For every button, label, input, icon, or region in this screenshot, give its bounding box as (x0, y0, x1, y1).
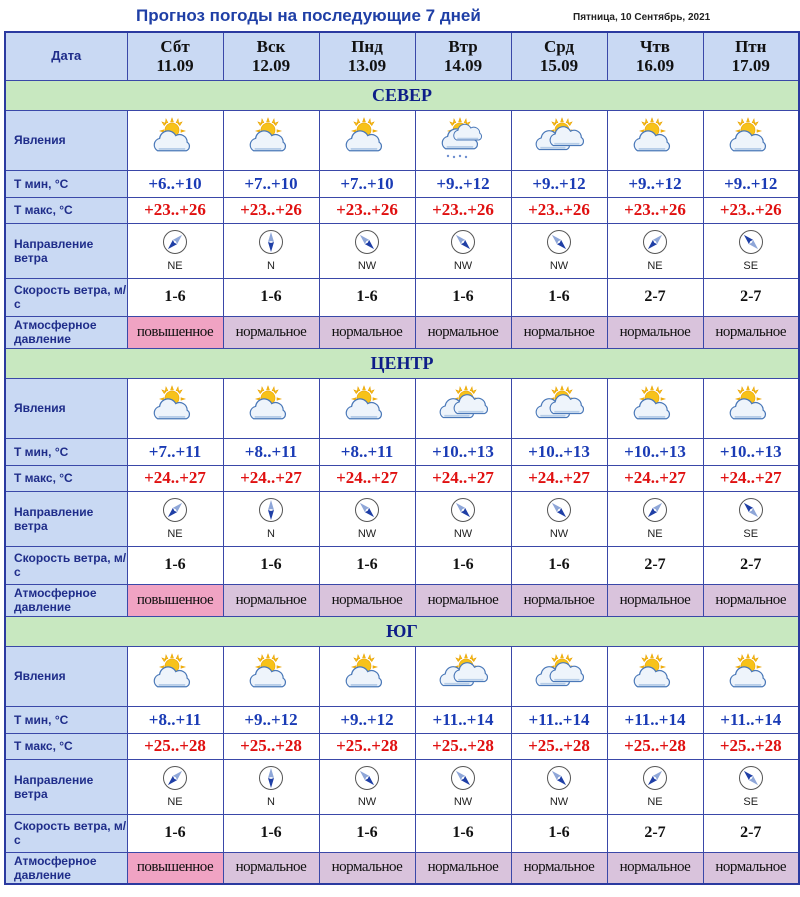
pressure-value: нормальное (415, 584, 511, 616)
day-of-week: Сбт (160, 37, 190, 57)
compass-arrow-icon (354, 497, 380, 528)
wind-direction-cell (127, 223, 223, 278)
wind-direction-cell (511, 759, 607, 814)
day-date: 13.09 (347, 56, 387, 76)
day-of-week: Птн (735, 37, 767, 57)
pressure-value: нормальное (511, 852, 607, 884)
days-header-row (5, 32, 799, 80)
tmax-value: +24..+27 (511, 465, 607, 491)
tmax-value: +23..+26 (511, 197, 607, 223)
compass-arrow-icon (738, 765, 764, 796)
tmin-value: +11..+14 (511, 706, 607, 733)
tmax-value: +24..+27 (607, 465, 703, 491)
day-of-week: Втр (448, 37, 478, 57)
region-header-row (5, 616, 799, 646)
wind-direction-cell (607, 759, 703, 814)
tmax-value: +25..+28 (415, 733, 511, 759)
pressure-value: нормальное (415, 852, 511, 884)
wind-speed-value: 2-7 (703, 546, 799, 584)
wind-speed-value: 1-6 (319, 814, 415, 852)
wind-direction-cell (607, 223, 703, 278)
region-name: СЕВЕР (5, 80, 799, 110)
compass-arrow-icon (450, 497, 476, 528)
compass-arrow-icon (642, 497, 668, 528)
wind-direction-cell (415, 223, 511, 278)
tmin-value: +7..+10 (223, 170, 319, 197)
tmax-value: +23..+26 (703, 197, 799, 223)
wind-speed-value: 1-6 (127, 278, 223, 316)
wind-speed-value: 2-7 (607, 278, 703, 316)
cloudy-icon (511, 378, 607, 438)
wind-speed-value: 1-6 (223, 814, 319, 852)
row-label-phenomena: Явления (5, 646, 127, 706)
tmin-value: +9..+12 (223, 706, 319, 733)
wind-speed-value: 1-6 (127, 546, 223, 584)
pressure-value: нормальное (703, 584, 799, 616)
row-label-wind-direction: Направление ветра (5, 223, 127, 278)
tmin-value: +7..+10 (319, 170, 415, 197)
wind-direction-label: NW (357, 796, 377, 808)
day-date: 12.09 (251, 56, 291, 76)
compass-arrow-icon (354, 765, 380, 796)
row-label-wind-speed: Скорость ветра, м/с (5, 278, 127, 316)
wind-direction-cell (319, 491, 415, 546)
pressure-value: нормальное (319, 584, 415, 616)
date-column-header: Дата (5, 32, 127, 80)
wind-speed-value: 1-6 (415, 546, 511, 584)
day-date: 17.09 (731, 56, 770, 76)
wind-direction-cell (127, 491, 223, 546)
tmin-value: +10..+13 (703, 438, 799, 465)
tmin-value: +11..+14 (415, 706, 511, 733)
cloudy-icon (415, 646, 511, 706)
day-header (127, 32, 223, 80)
compass-arrow-icon (354, 229, 380, 260)
pressure-value: нормальное (607, 316, 703, 348)
wind-direction-label: NW (549, 260, 569, 272)
row-label-tmin: Т мин, °С (5, 706, 127, 733)
compass-arrow-icon (642, 765, 668, 796)
tmin-value: +10..+13 (415, 438, 511, 465)
wind-direction-row (5, 491, 799, 546)
tmin-value: +9..+12 (607, 170, 703, 197)
phenomena-row (5, 646, 799, 706)
compass-arrow-icon (258, 229, 284, 260)
wind-direction-label: NE (647, 260, 663, 272)
tmax-value: +24..+27 (223, 465, 319, 491)
wind-direction-row (5, 759, 799, 814)
day-of-week: Срд (543, 37, 575, 57)
compass-arrow-icon (258, 765, 284, 796)
partly-cloudy-icon (319, 378, 415, 438)
partly-cloudy-icon (223, 110, 319, 170)
pressure-value: нормальное (415, 316, 511, 348)
cloudy-icon (511, 646, 607, 706)
pressure-value: повышенное (127, 852, 223, 884)
tmin-value: +8..+11 (223, 438, 319, 465)
tmax-row (5, 733, 799, 759)
pressure-value: нормальное (511, 316, 607, 348)
compass-arrow-icon (546, 765, 572, 796)
wind-direction-label: SE (743, 796, 759, 808)
forecast-table (4, 31, 800, 885)
wind-speed-value: 1-6 (127, 814, 223, 852)
tmax-value: +23..+26 (415, 197, 511, 223)
day-of-week: Чтв (639, 37, 670, 57)
cloudy-icon (415, 378, 511, 438)
row-label-pressure: Атмосферное давление (5, 316, 127, 348)
day-date: 14.09 (443, 56, 483, 76)
compass-arrow-icon (162, 229, 188, 260)
row-label-wind-direction: Направление ветра (5, 759, 127, 814)
partly-cloudy-icon (703, 646, 799, 706)
wind-direction-cell (223, 223, 319, 278)
wind-speed-value: 1-6 (223, 546, 319, 584)
row-label-wind-speed: Скорость ветра, м/с (5, 546, 127, 584)
tmax-value: +25..+28 (703, 733, 799, 759)
current-date: Пятница, 10 Сентябрь, 2021 (573, 12, 711, 23)
wind-direction-cell (319, 223, 415, 278)
compass-arrow-icon (258, 497, 284, 528)
wind-direction-cell (703, 223, 799, 278)
partly-cloudy-icon (223, 646, 319, 706)
row-label-tmax: Т макс, °С (5, 733, 127, 759)
region-name: ЮГ (5, 616, 799, 646)
compass-arrow-icon (162, 497, 188, 528)
tmax-value: +23..+26 (223, 197, 319, 223)
partly-cloudy-icon (319, 646, 415, 706)
pressure-value: нормальное (223, 316, 319, 348)
row-label-tmin: Т мин, °С (5, 438, 127, 465)
wind-direction-row (5, 223, 799, 278)
tmax-value: +24..+27 (703, 465, 799, 491)
compass-arrow-icon (450, 229, 476, 260)
partly-cloudy-icon (607, 646, 703, 706)
partly-cloudy-icon (223, 378, 319, 438)
wind-speed-value: 2-7 (607, 814, 703, 852)
wind-direction-cell (607, 491, 703, 546)
pressure-value: нормальное (703, 316, 799, 348)
page-header (0, 0, 800, 30)
wind-speed-value: 1-6 (511, 546, 607, 584)
tmax-value: +25..+28 (511, 733, 607, 759)
wind-direction-label: N (267, 796, 275, 808)
wind-direction-label: NW (549, 528, 569, 540)
tmax-value: +23..+26 (127, 197, 223, 223)
tmax-value: +24..+27 (415, 465, 511, 491)
wind-direction-label: NW (357, 260, 377, 272)
tmax-value: +24..+27 (319, 465, 415, 491)
pressure-row (5, 316, 799, 348)
compass-arrow-icon (546, 229, 572, 260)
wind-direction-label: N (267, 528, 275, 540)
wind-direction-cell (415, 491, 511, 546)
row-label-pressure: Атмосферное давление (5, 852, 127, 884)
wind-speed-value: 1-6 (223, 278, 319, 316)
tmin-value: +10..+13 (511, 438, 607, 465)
wind-speed-value: 2-7 (703, 814, 799, 852)
tmin-value: +9..+12 (511, 170, 607, 197)
compass-arrow-icon (162, 765, 188, 796)
page-title: Прогноз погоды на последующие 7 дней (136, 6, 481, 25)
partly-cloudy-icon (127, 646, 223, 706)
tmax-row (5, 465, 799, 491)
pressure-value: повышенное (127, 584, 223, 616)
wind-speed-row (5, 546, 799, 584)
wind-direction-cell (415, 759, 511, 814)
wind-direction-label: NE (167, 528, 183, 540)
compass-arrow-icon (546, 497, 572, 528)
wind-direction-cell (127, 759, 223, 814)
partly-cloudy-icon (703, 110, 799, 170)
phenomena-row (5, 110, 799, 170)
day-header (415, 32, 511, 80)
tmin-value: +11..+14 (703, 706, 799, 733)
region-name: ЦЕНТР (5, 348, 799, 378)
wind-speed-value: 1-6 (511, 278, 607, 316)
wind-speed-value: 2-7 (703, 278, 799, 316)
pressure-value: нормальное (703, 852, 799, 884)
cloudy-light-rain-icon (415, 110, 511, 170)
row-label-phenomena: Явления (5, 378, 127, 438)
partly-cloudy-icon (127, 378, 223, 438)
pressure-row (5, 584, 799, 616)
wind-direction-label: NW (549, 796, 569, 808)
row-label-pressure: Атмосферное давление (5, 584, 127, 616)
wind-speed-row (5, 814, 799, 852)
pressure-value: нормальное (319, 852, 415, 884)
wind-direction-label: SE (743, 260, 759, 272)
tmax-value: +25..+28 (127, 733, 223, 759)
pressure-value: повышенное (127, 316, 223, 348)
day-header (703, 32, 799, 80)
wind-speed-value: 1-6 (319, 278, 415, 316)
tmin-value: +10..+13 (607, 438, 703, 465)
wind-speed-value: 2-7 (607, 546, 703, 584)
tmin-value: +11..+14 (607, 706, 703, 733)
wind-direction-cell (703, 759, 799, 814)
pressure-value: нормальное (511, 584, 607, 616)
tmin-value: +6..+10 (127, 170, 223, 197)
day-header (511, 32, 607, 80)
wind-direction-cell (223, 491, 319, 546)
wind-direction-label: NW (357, 528, 377, 540)
wind-direction-cell (511, 223, 607, 278)
pressure-value: нормальное (319, 316, 415, 348)
tmin-row (5, 438, 799, 465)
cloudy-icon (511, 110, 607, 170)
pressure-value: нормальное (223, 852, 319, 884)
wind-direction-label: N (267, 260, 275, 272)
pressure-value: нормальное (607, 584, 703, 616)
wind-speed-value: 1-6 (319, 546, 415, 584)
day-of-week: Вск (256, 37, 286, 57)
tmin-value: +9..+12 (415, 170, 511, 197)
row-label-wind-direction: Направление ветра (5, 491, 127, 546)
partly-cloudy-icon (127, 110, 223, 170)
wind-speed-value: 1-6 (415, 278, 511, 316)
wind-direction-cell (703, 491, 799, 546)
day-header (223, 32, 319, 80)
partly-cloudy-icon (607, 110, 703, 170)
wind-direction-label: SE (743, 528, 759, 540)
partly-cloudy-icon (703, 378, 799, 438)
wind-speed-value: 1-6 (415, 814, 511, 852)
row-label-tmax: Т макс, °С (5, 465, 127, 491)
day-date: 16.09 (635, 56, 675, 76)
row-label-wind-speed: Скорость ветра, м/с (5, 814, 127, 852)
day-header (607, 32, 703, 80)
wind-direction-label: NE (167, 260, 183, 272)
pressure-row (5, 852, 799, 884)
wind-direction-cell (511, 491, 607, 546)
row-label-tmin: Т мин, °С (5, 170, 127, 197)
compass-arrow-icon (738, 497, 764, 528)
tmin-value: +8..+11 (319, 438, 415, 465)
tmin-value: +9..+12 (703, 170, 799, 197)
wind-direction-label: NE (647, 528, 663, 540)
tmax-value: +23..+26 (607, 197, 703, 223)
wind-direction-cell (223, 759, 319, 814)
tmin-row (5, 170, 799, 197)
tmax-value: +25..+28 (223, 733, 319, 759)
region-header-row (5, 348, 799, 378)
region-header-row (5, 80, 799, 110)
day-date: 15.09 (539, 56, 579, 76)
wind-speed-row (5, 278, 799, 316)
tmax-value: +23..+26 (319, 197, 415, 223)
day-of-week: Пнд (351, 37, 383, 57)
tmin-value: +9..+12 (319, 706, 415, 733)
partly-cloudy-icon (319, 110, 415, 170)
wind-direction-label: NW (453, 528, 473, 540)
compass-arrow-icon (738, 229, 764, 260)
tmax-value: +25..+28 (319, 733, 415, 759)
wind-direction-label: NE (167, 796, 183, 808)
day-header (319, 32, 415, 80)
wind-direction-label: NE (647, 796, 663, 808)
wind-direction-label: NW (453, 796, 473, 808)
wind-direction-label: NW (453, 260, 473, 272)
compass-arrow-icon (450, 765, 476, 796)
phenomena-row (5, 378, 799, 438)
wind-speed-value: 1-6 (511, 814, 607, 852)
tmin-row (5, 706, 799, 733)
row-label-phenomena: Явления (5, 110, 127, 170)
day-date: 11.09 (156, 56, 194, 76)
tmax-value: +25..+28 (607, 733, 703, 759)
tmax-value: +24..+27 (127, 465, 223, 491)
wind-direction-cell (319, 759, 415, 814)
tmin-value: +8..+11 (127, 706, 223, 733)
partly-cloudy-icon (607, 378, 703, 438)
pressure-value: нормальное (223, 584, 319, 616)
pressure-value: нормальное (607, 852, 703, 884)
compass-arrow-icon (642, 229, 668, 260)
tmin-value: +7..+11 (127, 438, 223, 465)
tmax-row (5, 197, 799, 223)
row-label-tmax: Т макс, °С (5, 197, 127, 223)
